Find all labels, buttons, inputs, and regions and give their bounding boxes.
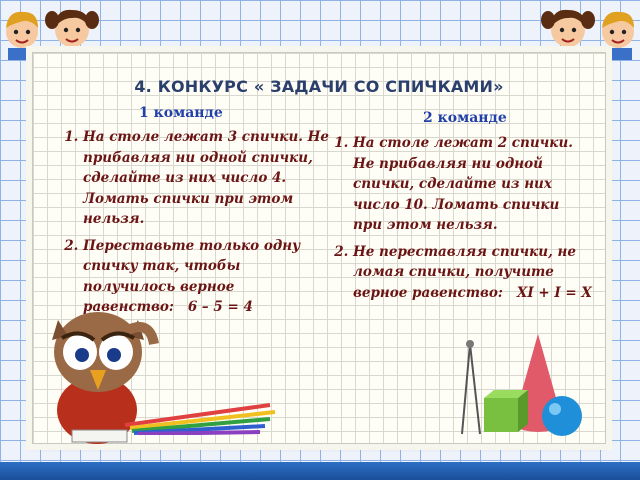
bottom-band: [0, 462, 640, 480]
task-text: Переставьте только одну спичку так, чтобы получилось верное равенство:: [83, 237, 301, 315]
team2-equation: XI + I = X: [516, 284, 592, 301]
pencils-icon: [120, 395, 280, 435]
team2-heading: 2 команде: [423, 110, 507, 126]
team1-heading: 1 команде: [139, 105, 223, 121]
task-text: Не переставляя спички, не ломая спички, получите верное равенство:: [353, 243, 576, 301]
task-text: На столе лежат 3 спички. Не прибавляя ни одной спички, сделайте из них число 4. Ломать спички при этом нельзя.: [83, 129, 329, 227]
team1-task-list: [61, 127, 333, 324]
team2-task-1: [353, 133, 593, 236]
team2-task-2: [353, 242, 593, 304]
task-text: На столе лежат 2 спички. Не прибавляя ни одной спички, сделайте из них число 10. Ломать спички при этом нельзя.: [353, 135, 573, 233]
geometric-shapes-icon: [440, 334, 590, 442]
team1-task-1: [83, 127, 333, 230]
team2-task-list: [331, 133, 593, 309]
team1-equation: 6 – 5 = 4: [187, 299, 253, 315]
slide-title: 4. КОНКУРС « ЗАДАЧИ СО СПИЧКАМИ»: [134, 77, 504, 96]
